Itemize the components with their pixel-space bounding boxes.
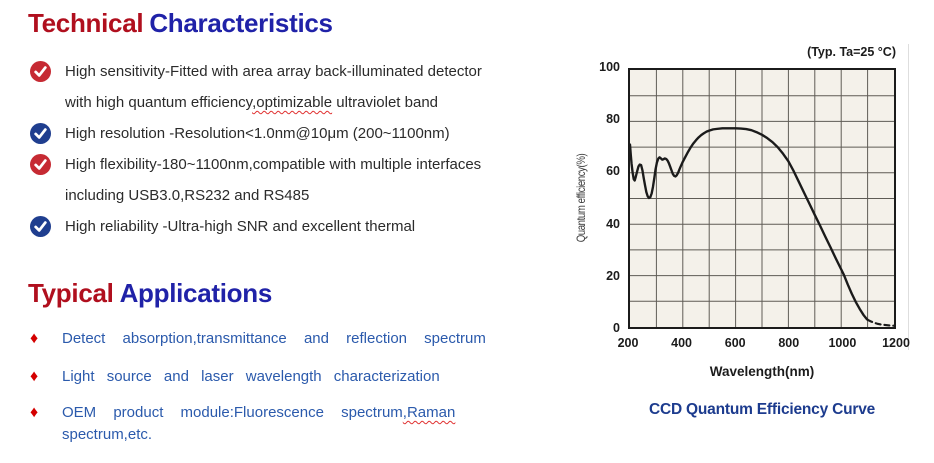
typical-applications-heading <box>28 278 272 309</box>
application-line-text: Detect absorption,transmittance and reflection spectrum <box>62 330 486 347</box>
application-text <box>62 402 528 446</box>
application-item-light-source <box>28 366 528 388</box>
heading-word-typical: Typical <box>28 278 114 308</box>
feature-item-resolution <box>28 118 548 149</box>
feature-line <box>65 87 548 118</box>
feature-text <box>65 149 548 211</box>
application-line-text: OEM product module:Fluorescence spectrum <box>62 404 403 421</box>
application-text <box>62 366 528 388</box>
check-circle-icon <box>30 123 51 144</box>
feature-line <box>65 118 548 149</box>
x-tick-label: 800 <box>778 336 800 350</box>
feature-line-text: High sensitivity-Fitted with area array back-illuminated detector <box>65 63 482 80</box>
feature-line-text: ultraviolet band <box>332 94 439 111</box>
x-tick-label: 1000 <box>828 336 857 350</box>
spellcheck-squiggle-text: ,optimizable <box>252 94 333 111</box>
y-tick-label: 80 <box>606 112 620 127</box>
application-text <box>62 328 528 350</box>
application-line-text: spectrum,etc. <box>62 426 153 443</box>
x-tick-label: 400 <box>671 336 693 350</box>
application-line <box>62 402 528 424</box>
feature-line-text: including USB3.0,RS232 and RS485 <box>65 187 310 204</box>
x-tick-label: 600 <box>724 336 746 350</box>
feature-line <box>65 211 548 242</box>
feature-line-text: with high quantum efficiency <box>65 94 253 111</box>
y-tick-label: 20 <box>606 268 620 283</box>
qe-plot-svg <box>630 70 894 327</box>
qe-plot-area <box>628 68 896 329</box>
feature-line <box>65 180 548 211</box>
y-tick-label: 100 <box>599 60 620 74</box>
x-axis-label: Wavelength(nm) <box>709 364 815 379</box>
feature-line-text: High resolution -Resolution<1.0nm@10μm (200~1100nm) <box>65 125 450 142</box>
y-tick-label: 40 <box>606 216 620 231</box>
x-tick-label: 1200 <box>882 336 910 350</box>
y-tick-label: 60 <box>606 164 620 179</box>
feature-text <box>65 118 548 149</box>
application-line <box>62 424 528 446</box>
x-tick-label: 200 <box>617 336 639 350</box>
technical-characteristics-heading <box>28 8 333 39</box>
feature-item-flexibility <box>28 149 548 211</box>
application-item-detect-spectrum <box>28 328 528 350</box>
image-edge-line <box>908 44 909 350</box>
feature-line <box>65 56 548 87</box>
spellcheck-squiggle-text: ,Raman <box>402 404 456 421</box>
application-line <box>62 366 528 388</box>
diamond-bullet-icon: ♦ <box>30 368 39 385</box>
heading-word-applications: Applications <box>119 278 272 308</box>
check-circle-icon <box>30 216 51 237</box>
application-item-oem-module <box>28 402 528 446</box>
feature-item-sensitivity <box>28 56 548 118</box>
feature-item-reliability <box>28 211 548 242</box>
y-tick-label: 0 <box>613 321 620 335</box>
feature-text <box>65 211 548 242</box>
typ-temperature-annotation: (Typ. Ta=25 °C) <box>807 45 896 59</box>
check-circle-icon <box>30 61 51 82</box>
qe-curve-dashed <box>868 320 894 326</box>
heading-word-characteristics: Characteristics <box>149 8 333 38</box>
application-line <box>62 328 528 350</box>
applications-list <box>28 322 528 446</box>
application-line-text: Light source and laser wavelength characterization <box>62 368 440 385</box>
diamond-bullet-icon: ♦ <box>30 330 39 347</box>
check-circle-icon <box>30 154 51 175</box>
feature-list <box>28 56 548 242</box>
feature-line-text: High reliability -Ultra-high SNR and excellent thermal <box>65 218 416 235</box>
feature-text <box>65 56 548 118</box>
y-axis-label: Quantum efficiency(%) <box>574 153 588 243</box>
feature-line-text: High flexibility-180~1100nm,compatible with multiple interfaces <box>65 156 482 173</box>
heading-word-technical: Technical <box>28 8 144 38</box>
figure-caption: CCD Quantum Efficiency Curve <box>648 401 876 418</box>
feature-line <box>65 149 548 180</box>
diamond-bullet-icon: ♦ <box>30 404 39 421</box>
qe-curve-figure <box>560 40 934 440</box>
